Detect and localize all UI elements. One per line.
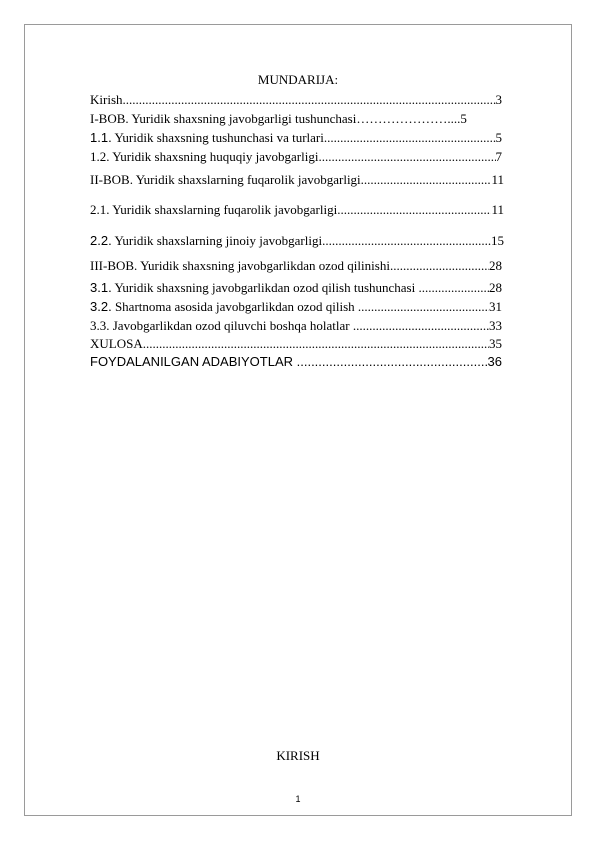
toc-entry-page: 35 <box>489 336 502 351</box>
toc-entry-page: 7 <box>495 149 502 164</box>
toc-entry-number: 1.1. <box>90 130 112 145</box>
toc-leader-dots <box>390 258 489 274</box>
toc-entry-2-2[interactable] <box>90 233 504 249</box>
toc-entry-page: 3 <box>495 92 502 107</box>
toc-leader-dots <box>418 280 489 296</box>
toc-entry-label: 1.2. Yuridik shaxsning huquqiy javobgarligi <box>90 149 319 164</box>
toc-entry-label: II-BOB. Yuridik shaxslarning fuqarolik javobgarligi <box>90 172 361 187</box>
page-number: 1 <box>295 794 301 804</box>
toc-leader-dots <box>322 233 491 249</box>
toc-entry-chapter-3[interactable] <box>90 258 502 274</box>
toc-leader-dots <box>337 202 491 218</box>
toc-entry-page: 36 <box>487 354 502 369</box>
toc-entry-chapter-2[interactable] <box>90 172 504 188</box>
toc-entry-page: 5 <box>495 130 502 145</box>
toc-entry-label: 3.3. Javobgarlikdan ozod qiluvchi boshqa holatlar <box>90 318 353 333</box>
toc-entry-label: Yuridik shaxsning javobgarlikdan ozod qilish tushunchasi <box>111 280 419 295</box>
toc-entry-3-2[interactable] <box>90 299 502 315</box>
toc-entry-page: 28 <box>489 280 502 295</box>
toc-leader-dots <box>353 318 489 334</box>
toc-entry-xulosa[interactable] <box>90 336 502 352</box>
toc-entry-page: 11 <box>491 172 504 187</box>
toc-entry-1-1[interactable] <box>90 130 502 146</box>
toc-title: MUNDARIJA: <box>257 72 339 87</box>
toc-entry-page: 5 <box>460 111 467 126</box>
toc-entry-label: XULOSA <box>90 336 143 351</box>
toc-leader-dots <box>143 336 489 352</box>
toc-entry-3-3[interactable] <box>90 318 502 334</box>
toc-leader-dots <box>358 299 489 315</box>
toc-entry-number: 3.2. <box>90 299 112 314</box>
section-heading: KIRISH <box>276 748 320 763</box>
toc-entry-page: 33 <box>489 318 502 333</box>
toc-entry-page: 31 <box>489 299 502 314</box>
toc-leader-dots <box>324 130 496 146</box>
toc-leader-dots <box>318 149 495 165</box>
toc-entry-label: Yuridik shaxsning tushunchasi va turlari <box>111 130 324 145</box>
toc-entry-page: 28 <box>489 258 502 273</box>
toc-entry-number: 3.1. <box>90 280 112 295</box>
toc-leader-dots <box>123 92 496 108</box>
toc-entry-label: 2.1. Yuridik shaxslarning fuqarolik javobgarligi <box>90 202 338 217</box>
toc-entry-label: III-BOB. Yuridik shaxsning javobgarlikdan ozod qilinishi <box>90 258 390 273</box>
toc-entry-filler: ………………….... <box>356 111 461 126</box>
toc-entry-2-1[interactable] <box>90 202 504 218</box>
toc-leader-dots <box>361 172 492 188</box>
toc-entry-kirish[interactable] <box>90 92 502 108</box>
toc-leader-dots <box>297 354 488 370</box>
toc-entry-label: Shartnoma asosida javobgarlikdan ozod qilish <box>111 299 358 314</box>
toc-entry-number: 2.2. <box>90 233 112 248</box>
toc-entry-3-1[interactable] <box>90 280 502 296</box>
toc-entry-bibliography[interactable] <box>90 354 502 370</box>
toc-entry-label: Kirish <box>90 92 123 107</box>
toc-entry-chapter-1[interactable] <box>90 111 502 127</box>
toc-entry-label: Yuridik shaxslarning jinoiy javobgarligi <box>111 233 323 248</box>
toc-entry-page: 11 <box>491 202 504 217</box>
toc-entry-label: FOYDALANILGAN ADABIYOTLAR <box>90 354 297 369</box>
toc-entry-page: 15 <box>491 233 504 248</box>
toc-entry-label: I-BOB. Yuridik shaxsning javobgarligi tushunchasi <box>90 111 357 126</box>
toc-entry-1-2[interactable] <box>90 149 502 165</box>
